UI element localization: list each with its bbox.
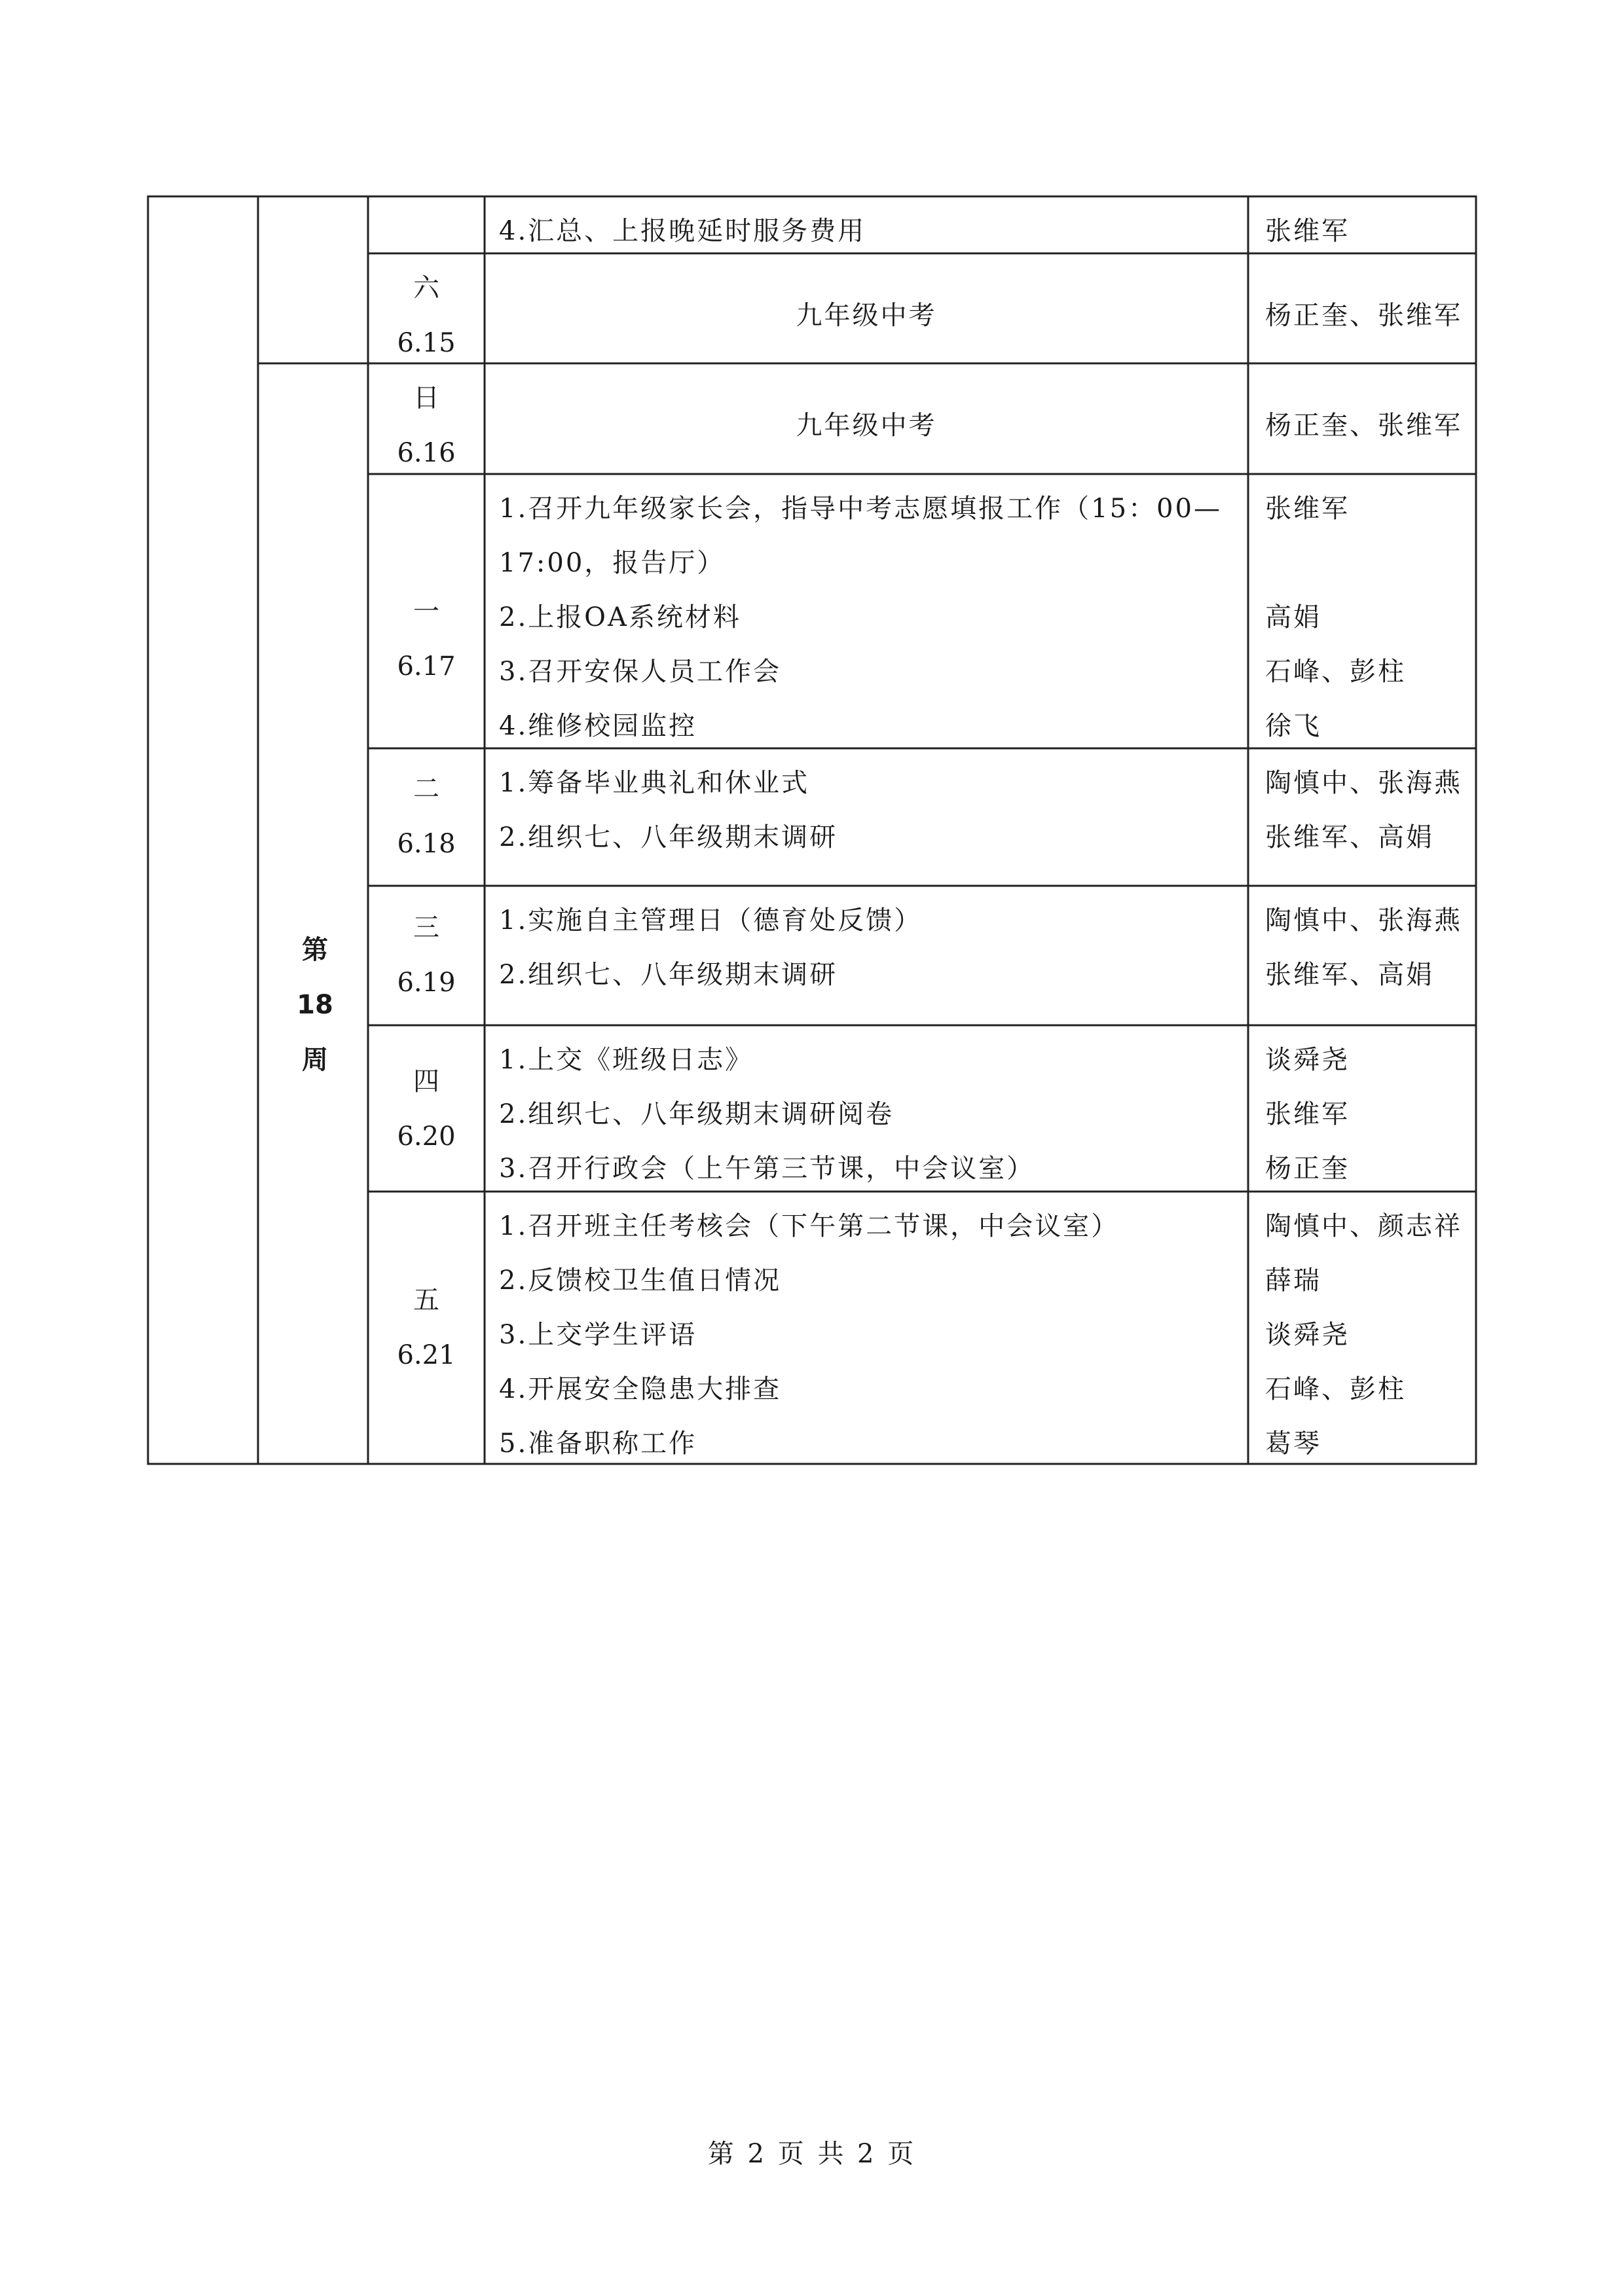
task-text: 5.准备职称工作	[499, 1429, 697, 1459]
task-text: 3.召开行政会（上午第三节课，中会议室）	[499, 1154, 1035, 1184]
day-cell-6-20	[368, 1054, 485, 1164]
weekday-label: 六	[413, 273, 439, 303]
exam-label: 九年级中考	[796, 410, 937, 441]
responsible-person: 陶慎中、张海燕	[1265, 905, 1462, 936]
task-text: 3.召开安保人员工作会	[499, 657, 782, 687]
responsible-person: 张维军、高娟	[1265, 822, 1434, 852]
task-text: 1.召开九年级家长会，指导中考志愿填报工作（15：00—	[499, 494, 1222, 524]
weekday-label: 一	[413, 596, 439, 627]
task-text: 4.维修校园监控	[499, 711, 697, 741]
responsible-person: 石峰、彭柱	[1265, 657, 1406, 687]
weekday-label: 五	[413, 1285, 439, 1315]
responsible-person: 杨正奎	[1265, 1154, 1350, 1184]
task-text: 2.组织七、八年级期末调研	[499, 960, 838, 990]
task-text: 2.组织七、八年级期末调研阅卷	[499, 1099, 895, 1129]
responsible-person: 张维军、高娟	[1265, 960, 1434, 990]
responsible-person: 葛琴	[1265, 1429, 1321, 1459]
date-label: 6.21	[397, 1340, 456, 1370]
task-text: 1.上交《班级日志》	[499, 1045, 754, 1075]
task-text: 4.开展安全隐患大排查	[499, 1374, 782, 1404]
date-label: 6.20	[397, 1121, 456, 1152]
task-text: 17:00，报告厅）	[499, 548, 726, 578]
responsible-person: 薛瑞	[1265, 1266, 1321, 1296]
date-label: 6.16	[397, 438, 456, 468]
weekday-label: 三	[413, 913, 439, 943]
date-label: 6.17	[397, 651, 456, 682]
responsible-person: 高娟	[1265, 602, 1321, 632]
date-label: 6.18	[397, 829, 456, 859]
responsible-person: 陶慎中、颜志祥	[1265, 1211, 1462, 1241]
day-cell-6-21	[368, 1273, 485, 1383]
task-text: 3.上交学生评语	[499, 1320, 697, 1350]
task-text: 4.汇总、上报晚延时服务费用	[499, 216, 866, 246]
exam-label: 九年级中考	[796, 301, 937, 331]
day-cell-6-19	[368, 900, 485, 1010]
responsible-person: 张维军	[1265, 494, 1350, 524]
task-text: 1.召开班主任考核会（下午第二节课，中会议室）	[499, 1211, 1120, 1241]
task-text: 2.反馈校卫生值日情况	[499, 1266, 782, 1296]
task-text: 2.组织七、八年级期末调研	[499, 822, 838, 852]
week-label: 第 18 周	[297, 935, 333, 1075]
page-footer: 第 2 页 共 2 页	[707, 2139, 917, 2169]
task-text: 1.实施自主管理日（德育处反馈）	[499, 905, 923, 936]
responsible-person: 张维军	[1265, 216, 1350, 246]
date-label: 6.19	[397, 968, 456, 998]
weekday-label: 二	[413, 774, 439, 804]
responsible-person: 杨正奎、张维军	[1265, 301, 1462, 331]
responsible-person: 徐飞	[1265, 711, 1321, 741]
responsible-person: 张维军	[1265, 1099, 1350, 1129]
responsible-person: 谈舜尧	[1265, 1045, 1350, 1075]
responsible-person: 杨正奎、张维军	[1265, 410, 1462, 441]
day-cell-6-15	[368, 261, 485, 371]
day-cell-6-18	[368, 761, 485, 871]
responsible-person: 谈舜尧	[1265, 1320, 1350, 1350]
day-cell-6-17	[368, 584, 485, 694]
weekday-label: 四	[413, 1066, 439, 1097]
responsible-person: 陶慎中、张海燕	[1265, 768, 1462, 798]
responsible-person: 石峰、彭柱	[1265, 1374, 1406, 1404]
day-cell-6-16	[368, 371, 485, 481]
task-text: 2.上报OA系统材料	[499, 602, 741, 632]
date-label: 6.15	[397, 328, 456, 358]
task-text: 1.筹备毕业典礼和休业式	[499, 768, 810, 798]
weekday-label: 日	[413, 383, 439, 413]
